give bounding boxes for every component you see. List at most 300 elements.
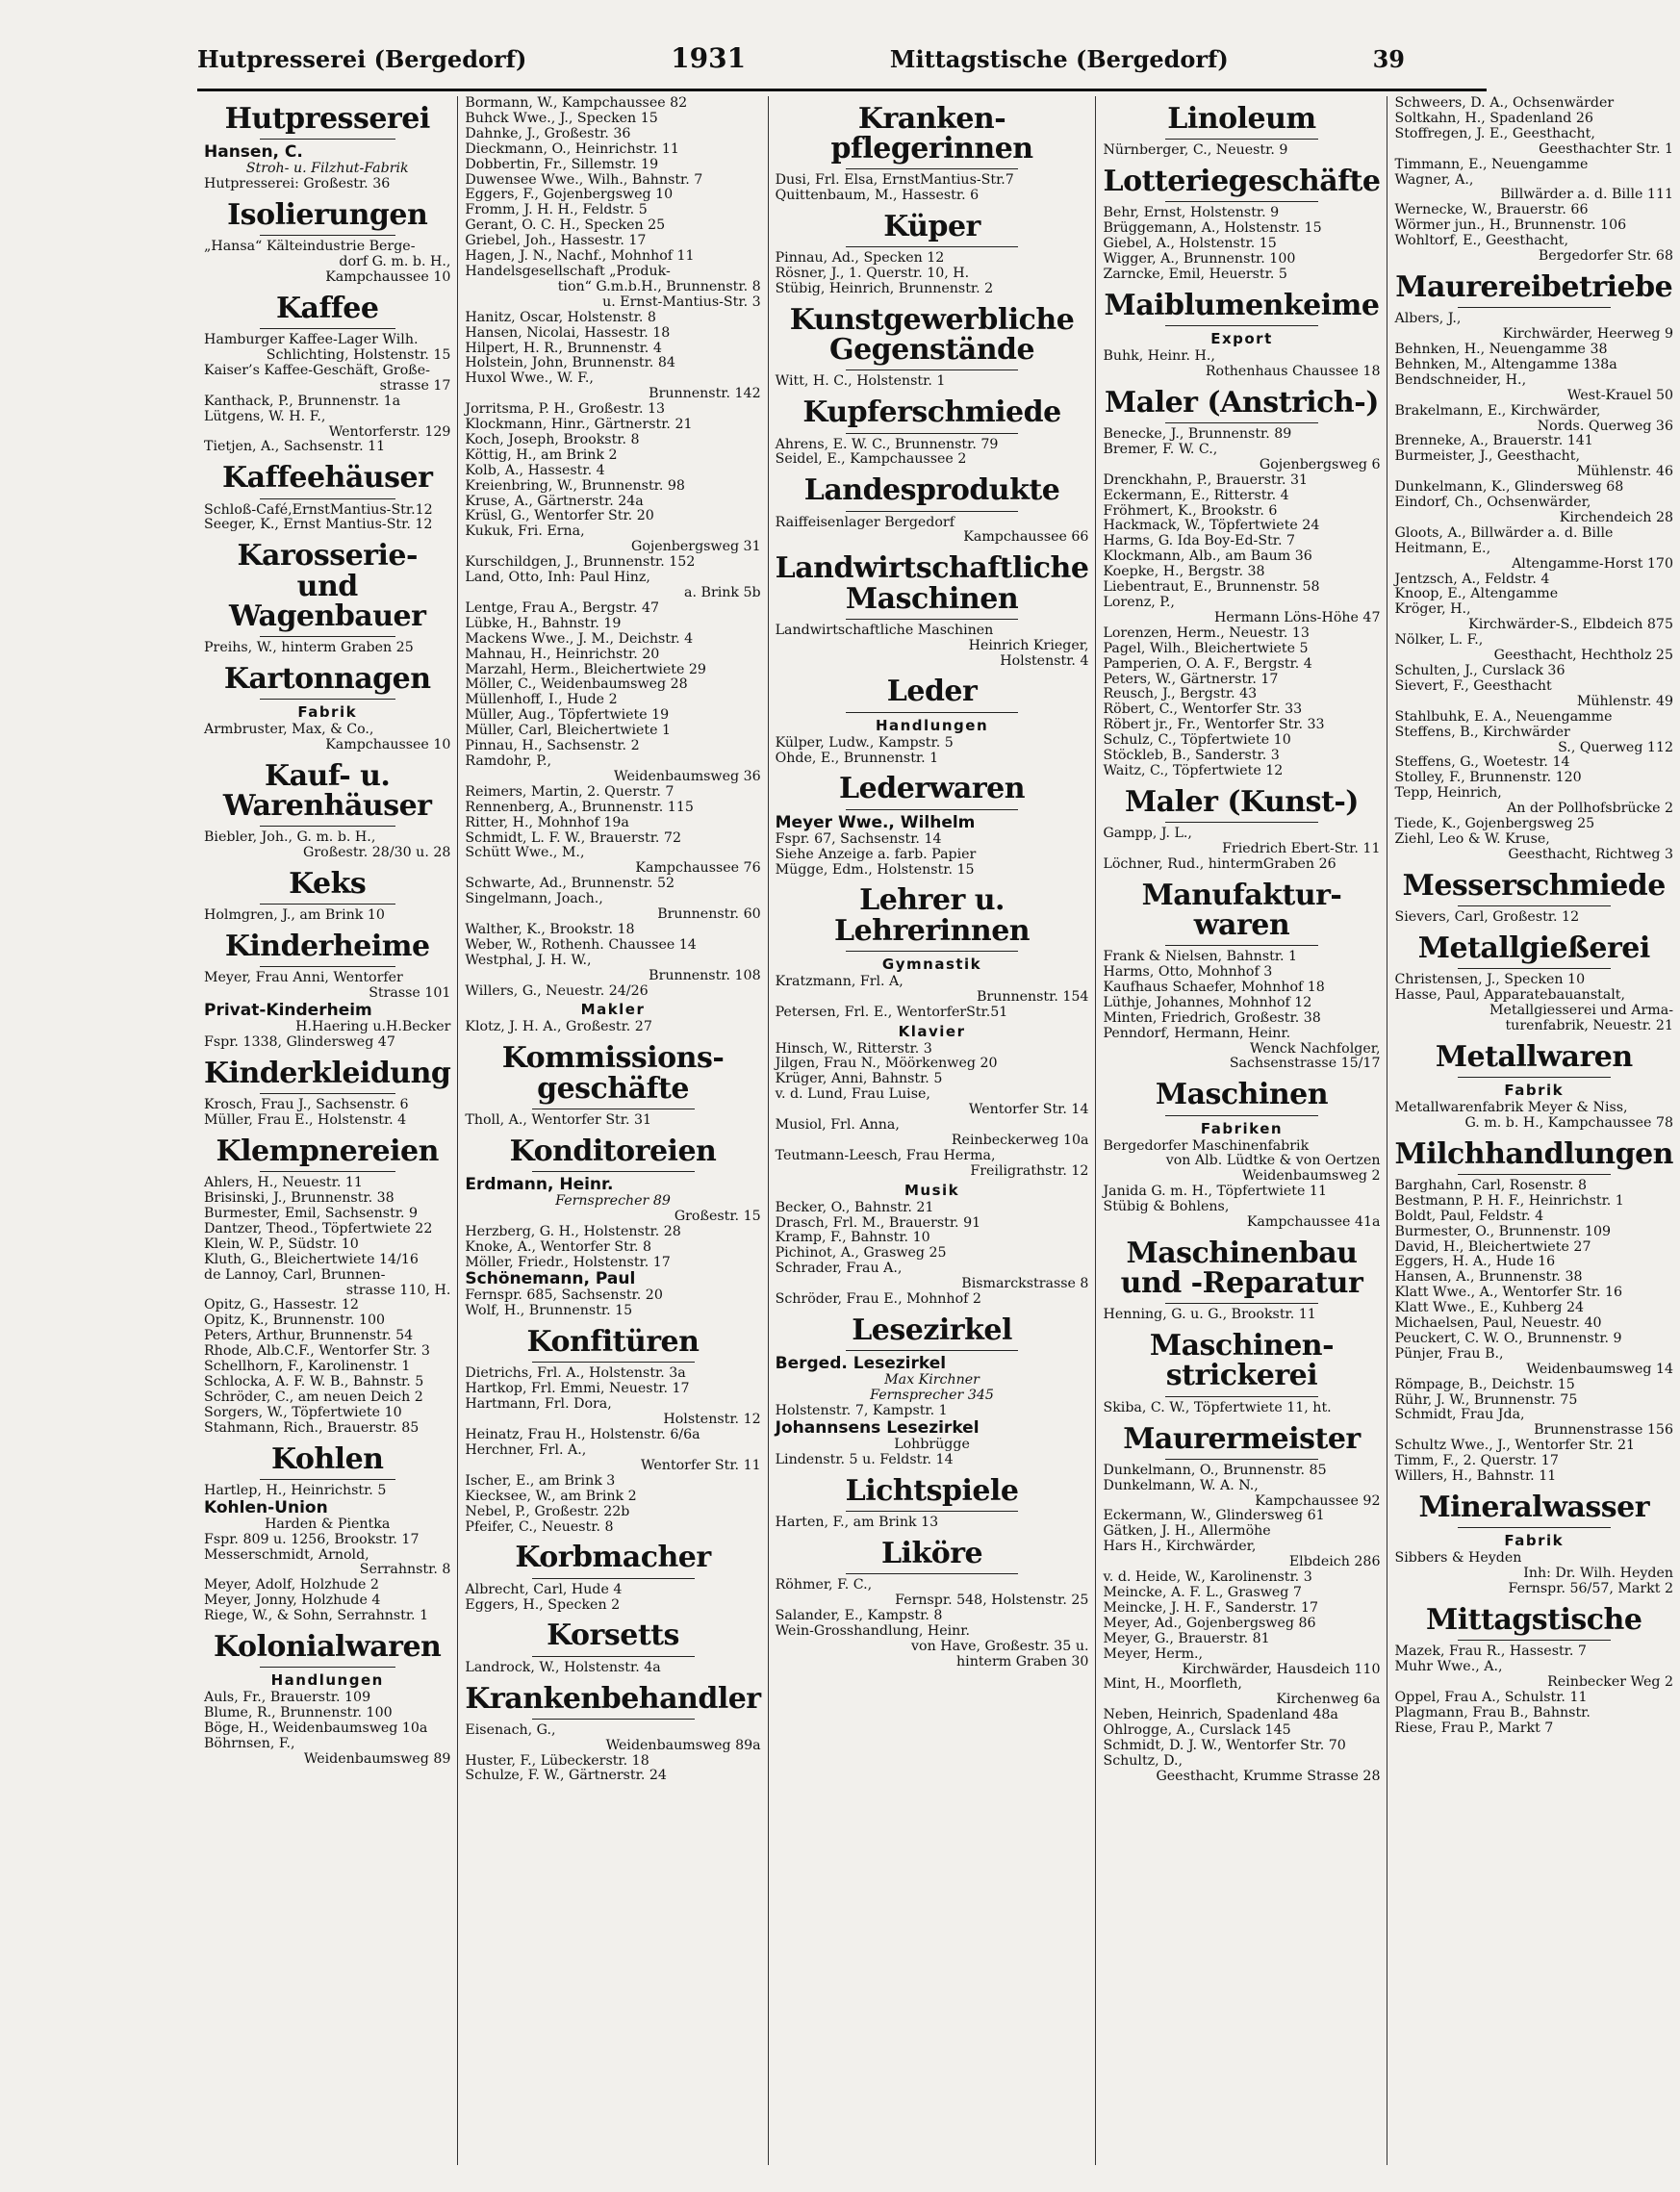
entry-name: Ramdohr, P., [465, 752, 552, 769]
category-heading: Manufaktur- waren [1103, 880, 1380, 946]
directory-entry [204, 1360, 450, 1375]
entry-name: Brüggemann, A., Holstenstr. 15 [1103, 220, 1322, 237]
entry-name: Albers, J., [1394, 311, 1462, 327]
directory-entry [776, 1624, 1089, 1670]
directory-entry [465, 571, 760, 601]
entry-name: Klockmann, Hinr., Gärtnerstr. 21 [465, 417, 693, 433]
directory-entry [204, 1035, 450, 1051]
entry-name: Kanthack, P., Brunnenstr. 1a [204, 393, 401, 409]
entry-name: Fernsprecher 89 [555, 1192, 671, 1209]
entry-name: Michaelsen, Paul, Neuestr. 40 [1394, 1315, 1602, 1332]
directory-entry [204, 1191, 450, 1207]
entry-name: Stöckleb, B., Sanderstr. 3 [1103, 748, 1280, 764]
entry-name: Stroh- u. Filzhut-Fabrik [245, 161, 409, 177]
directory-entry [204, 1313, 450, 1329]
entry-name: Kramp, F., Bahnstr. 10 [775, 1230, 930, 1246]
directory-entry [1103, 657, 1380, 673]
entry-address-line: Geesthacht, Richtweg 3 [1508, 846, 1673, 862]
entry-name: Hilpert, H. R., Brunnenstr. 4 [465, 340, 662, 356]
entry-name: Bendschneider, H., [1394, 371, 1527, 388]
entry-name: Wagner, A., [1394, 171, 1474, 188]
entry-address-line: hinterm Graben 30 [956, 1653, 1089, 1669]
directory-entry [465, 1176, 760, 1194]
entry-name: Müller, Carl, Bleichertwiete 1 [465, 723, 672, 739]
directory-entry [465, 402, 760, 418]
directory-entry [204, 1237, 450, 1253]
directory-entry [1103, 1027, 1380, 1073]
entry-name: Heinatz, Frau H., Holstenstr. 6/6a [465, 1427, 700, 1443]
entry-name: Riese, Frau P., Markt 7 [1394, 1720, 1554, 1736]
directory-entry [465, 1240, 760, 1256]
entry-name: Jentzsch, A., Feldstr. 4 [1394, 571, 1550, 587]
directory-entry [1394, 1210, 1673, 1225]
entry-address-line: Kampchaussee 76 [635, 860, 761, 877]
directory-entry [465, 923, 760, 938]
entry-name: Willers, G., Neuestr. 24/26 [465, 982, 649, 999]
category-heading: Korsetts [465, 1620, 760, 1656]
entry-name: Wolf, H., Brunnenstr. 15 [465, 1303, 633, 1319]
category-heading: Kommissions- geschäfte [465, 1043, 760, 1109]
directory-entry [776, 1419, 1089, 1438]
entry-name: Koch, Joseph, Brookstr. 8 [465, 431, 640, 447]
entry-name: Oppel, Frau A., Schulstr. 11 [1394, 1689, 1588, 1705]
category-heading: Kaffee [204, 293, 450, 329]
entry-name: Timmann, E., Neuengamme [1394, 156, 1589, 172]
directory-entry [465, 739, 760, 754]
entry-name: Armbruster, Max, & Co., [204, 722, 374, 738]
directory-entry [204, 1222, 450, 1237]
entry-name: Reimers, Martin, 2. Querstr. 7 [465, 783, 675, 800]
entry-name: Herzberg, G. H., Holstenstr. 28 [465, 1223, 681, 1239]
entry-address-line: Sachsenstrasse 15/17 [1229, 1056, 1381, 1072]
directory-entry [1394, 1408, 1673, 1439]
directory-entry [465, 938, 760, 954]
directory-entry [1103, 749, 1380, 764]
entry-name: Jorritsma, P. H., Großestr. 13 [465, 401, 666, 418]
directory-entry [1103, 489, 1380, 504]
category-heading: Lehrer u. Lehrerinnen [776, 885, 1089, 951]
entry-name: Hamburger Kaffee-Lager Wilh. [204, 332, 419, 348]
entry-name: Raiffeisenlager Bergedorf [775, 514, 955, 530]
category-subheading: Export [1210, 330, 1273, 347]
entry-name: Römpage, B., Deichstr. 15 [1394, 1376, 1575, 1392]
directory-entry [1394, 1194, 1673, 1210]
entry-name: Sievers, Carl, Großestr. 12 [1394, 908, 1580, 925]
directory-entry [204, 1098, 450, 1113]
category-subheading: Musik [904, 1181, 960, 1199]
directory-entry [776, 251, 1089, 267]
entry-address-line: Reinbecker Weg 2 [1547, 1673, 1673, 1690]
entry-name: Eckermann, E., Ritterstr. 4 [1103, 487, 1289, 503]
entry-name: Benecke, J., Brunnenstr. 89 [1103, 426, 1292, 442]
directory-entry [204, 333, 450, 364]
entry-name: Meyer, Jonny, Holzhude 4 [204, 1593, 381, 1609]
category-subheading: Fabrik [1504, 1532, 1565, 1550]
directory-entry [776, 1373, 1089, 1389]
directory-entry [1103, 1011, 1380, 1027]
entry-address-line: Altengamme-Horst 170 [1512, 555, 1673, 572]
directory-entry [465, 801, 760, 816]
entry-address-line: Metallgiesserei und Arma- [1489, 1002, 1673, 1018]
entry-address-line: von Alb. Lüdtke & von Oertzen [1165, 1153, 1381, 1169]
entry-name: Opitz, K., Brunnenstr. 100 [204, 1313, 386, 1329]
entry-name: Lohbrügge [894, 1436, 970, 1452]
entry-address-line: strasse 17 [379, 377, 451, 394]
entry-address-line: G. m. b. H., Kampchaussee 78 [1464, 1114, 1673, 1131]
entry-name: Rösner, J., 1. Querstr. 10, H. [775, 266, 970, 282]
entry-name: Schloß-Café,ErnstMantius-Str.12 [204, 501, 433, 518]
directory-entry [1394, 1270, 1673, 1286]
entry-name: Schulz, C., Töpfertwiete 10 [1103, 732, 1291, 749]
entry-name: Hansen, A., Brunnenstr. 38 [1394, 1269, 1583, 1286]
entry-name: Bormann, W., Kampchaussee 82 [465, 95, 688, 111]
directory-entry [465, 617, 760, 632]
directory-entry [465, 311, 760, 326]
directory-entry [1394, 158, 1673, 173]
directory-entry [1394, 1469, 1673, 1485]
directory-entry [1394, 973, 1673, 988]
entry-name: Holstenstr. 7, Kampstr. 1 [775, 1403, 948, 1419]
entry-name: Schröder, Frau E., Mohnhof 2 [775, 1291, 981, 1308]
header-left-title: Hutpresserei (Bergedorf) [197, 45, 527, 73]
column-5 [1387, 96, 1680, 2165]
entry-name: Fernsprecher 345 [870, 1388, 994, 1404]
category-heading: Maschinen- strickerei [1103, 1331, 1380, 1396]
directory-entry [1103, 1617, 1380, 1632]
entry-name: Meincke, J. H. F., Sanderstr. 17 [1103, 1599, 1319, 1616]
entry-name: Lübke, H., Bahnstr. 19 [465, 615, 622, 631]
directory-entry [1394, 832, 1673, 863]
page-number: 39 [1372, 45, 1405, 73]
category-heading: Hutpresserei [204, 104, 450, 140]
directory-entry [1103, 1708, 1380, 1723]
directory-entry [1394, 755, 1673, 771]
directory-entry [204, 1517, 450, 1533]
directory-entry [465, 648, 760, 663]
category-heading: Kohlen [204, 1444, 450, 1480]
directory-entry [776, 267, 1089, 282]
entry-name: Bestmann, P. H. F., Heinrichstr. 1 [1394, 1192, 1624, 1209]
directory-entry [776, 438, 1089, 453]
header-rule [197, 89, 1487, 91]
entry-name: Mügge, Edm., Holstenstr. 15 [775, 861, 975, 878]
entry-name: Brenneke, A., Brauerstr. 141 [1394, 433, 1593, 449]
directory-entry [204, 410, 450, 441]
entry-name: Harden & Pientka [265, 1516, 391, 1532]
directory-entry [776, 848, 1089, 863]
entry-name: Nebel, P., Großestr. 22b [465, 1503, 630, 1519]
directory-entry [776, 1072, 1089, 1087]
directory-entry [1394, 1225, 1673, 1240]
directory-entry [1103, 221, 1380, 237]
category-heading: Metallwaren [1394, 1042, 1673, 1078]
entry-name: Singelmann, Joach., [465, 891, 603, 907]
entry-name: Dunkelmann, O., Brunnenstr. 85 [1103, 1462, 1327, 1478]
entry-name: Schultz Wwe., J., Wentorfer Str. 21 [1394, 1438, 1636, 1454]
entry-address-line: Strasse 101 [369, 985, 451, 1002]
entry-name: Henning, G. u. G., Brookstr. 11 [1103, 1307, 1316, 1323]
directory-entry [465, 1583, 760, 1598]
directory-entry [1394, 1439, 1673, 1454]
entry-name: Peters, W., Gärtnerstr. 17 [1103, 671, 1279, 687]
category-heading: Kartonnagen [204, 664, 450, 700]
entry-name: Quittenbaum, M., Hassestr. 6 [775, 188, 980, 204]
directory-entry [204, 1176, 450, 1191]
entry-name: Eggers, H. A., Hude 16 [1394, 1254, 1556, 1270]
directory-entry [465, 1225, 760, 1240]
directory-entry [1103, 1540, 1380, 1570]
entry-address-line: Schlichting, Holstenstr. 15 [266, 347, 451, 364]
directory-entry [776, 1042, 1089, 1058]
entry-name: Fernspr. 685, Sachsenstr. 20 [465, 1287, 663, 1304]
directory-entry [465, 1210, 760, 1225]
entry-name: Klatt Wwe., E., Kuhberg 24 [1394, 1300, 1584, 1316]
directory-entry [204, 1593, 450, 1609]
category-heading: Maurermeister [1103, 1424, 1380, 1460]
entry-name: Müller, Frau E., Holstenstr. 4 [204, 1112, 407, 1129]
directory-entry [776, 189, 1089, 204]
directory-entry [204, 723, 450, 753]
entry-name: Dunkelmann, W. A. N., [1103, 1477, 1259, 1493]
directory-entry [776, 975, 1089, 1006]
entry-name: Giebel, A., Holstenstr. 15 [1103, 236, 1277, 252]
entry-name: Meyer Wwe., Wilhelm [775, 812, 976, 832]
entry-name: Schellhorn, F., Karolinenstr. 1 [204, 1359, 411, 1375]
entry-name: Tholl, A., Wentorfer Str. 31 [465, 1111, 652, 1128]
entry-address-line: Reinbeckerweg 10a [951, 1132, 1089, 1148]
entry-address-line: Gojenbergsweg 6 [1259, 456, 1381, 472]
entry-address-line: West-Krauel 50 [1566, 387, 1673, 403]
entry-name: Röhmer, F. C., [775, 1577, 873, 1593]
directory-entry [204, 1421, 450, 1437]
entry-name: Rühr, J. W., Brunnenstr. 75 [1394, 1391, 1578, 1408]
entry-name: Max Kirchner [884, 1372, 980, 1389]
directory-entry [776, 1262, 1089, 1292]
entry-address-line: H.Haering u.H.Becker [295, 1019, 451, 1035]
directory-entry [465, 1256, 760, 1271]
directory-entry [465, 892, 760, 923]
directory-entry [204, 1484, 450, 1499]
directory-entry [1394, 358, 1673, 373]
directory-entry [204, 1706, 450, 1721]
directory-entry [204, 1499, 450, 1517]
directory-entry [465, 1304, 760, 1319]
directory-entry [1103, 981, 1380, 996]
directory-entry [465, 816, 760, 831]
directory-entry [204, 1406, 450, 1421]
directory-entry [1394, 1101, 1673, 1132]
directory-entry [204, 971, 450, 1002]
entry-name: Waitz, C., Töpfertwiete 12 [1103, 762, 1284, 778]
directory-entry [465, 1505, 760, 1520]
entry-address-line: Wentorfer Str. 14 [968, 1102, 1089, 1118]
directory-entry [1394, 633, 1673, 664]
directory-entry [204, 1737, 450, 1768]
entry-name: Krosch, Frau J., Sachsenstr. 6 [204, 1097, 409, 1113]
entry-name: Kruse, A., Gärtnerstr. 24a [465, 493, 644, 509]
directory-entry [465, 234, 760, 249]
category-heading: Linoleum [1103, 104, 1380, 140]
category-heading: Landwirtschaftliche Maschinen [776, 553, 1089, 619]
category-heading: Kolonialwaren [204, 1632, 450, 1668]
directory-entry [776, 1201, 1089, 1216]
entry-name: Dieckmann, O., Heinrichstr. 11 [465, 140, 679, 157]
entry-name: Liebentraut, E., Brunnenstr. 58 [1103, 579, 1320, 596]
directory-entry [776, 624, 1089, 670]
directory-entry [1103, 1570, 1380, 1586]
directory-entry [1103, 1677, 1380, 1708]
entry-name: Schrader, Frau A., [775, 1261, 903, 1277]
entry-name: Krüsl, G., Wentorfer Str. 20 [465, 508, 654, 524]
directory-entry [465, 663, 760, 678]
directory-entry [1394, 1240, 1673, 1256]
directory-entry [204, 1721, 450, 1737]
entry-name: Muhr Wwe., A., [1394, 1659, 1503, 1674]
entry-name: Kolb, A., Hassestr. 4 [465, 462, 605, 478]
entry-name: Berged. Lesezirkel [775, 1354, 947, 1374]
directory-entry [1103, 626, 1380, 642]
category-subheading: Gymnastik [881, 955, 982, 973]
column-2 [458, 96, 768, 2165]
entry-name: Krüger, Anni, Bahnstr. 5 [775, 1071, 943, 1087]
entry-name: Teutmann-Leesch, Frau Herma, [775, 1147, 996, 1163]
directory-entry [1103, 702, 1380, 718]
directory-entry [465, 724, 760, 739]
entry-name: Fspr. 67, Sachsenstr. 14 [775, 830, 942, 847]
entry-name: Sorgers, W., Töpfertwiete 10 [204, 1404, 402, 1420]
entry-name: Köttig, H., am Brink 2 [465, 446, 618, 463]
entry-name: Huster, F., Lübeckerstr. 18 [465, 1752, 649, 1769]
directory-columns [197, 95, 1673, 2165]
directory-entry [1103, 1739, 1380, 1754]
entry-address-line: Bergedorfer Str. 68 [1538, 248, 1673, 265]
entry-name: Löchner, Rud., hintermGraben 26 [1103, 855, 1336, 872]
entry-name: Harms, Otto, Mohnhof 3 [1103, 964, 1273, 981]
directory-entry [1103, 1401, 1380, 1416]
entry-address-line: Fernspr. 56/57, Markt 2 [1508, 1581, 1673, 1596]
entry-address-line: Weidenbaumsweg 89 [303, 1750, 451, 1767]
category-heading: Leder [776, 676, 1089, 712]
column-1 [197, 96, 458, 2165]
directory-entry [465, 326, 760, 342]
entry-name: Bremer, F. W. C., [1103, 441, 1218, 457]
directory-entry [465, 495, 760, 510]
entry-name: Frank & Nielsen, Bahnstr. 1 [1103, 949, 1298, 965]
directory-entry [1394, 1347, 1673, 1378]
entry-name: Siehe Anzeige a. farb. Papier [775, 846, 977, 862]
category-heading: Lichtspiele [776, 1476, 1089, 1512]
directory-entry [465, 1769, 760, 1784]
entry-name: Schmidt, Frau Jda, [1394, 1407, 1525, 1423]
directory-entry [1394, 343, 1673, 358]
entry-name: „Hansa“ Kälteindustrie Berge- [204, 239, 416, 255]
entry-name: Stübig & Bohlens, [1103, 1199, 1230, 1215]
entry-address-line: Bismarckstrasse 8 [961, 1276, 1089, 1292]
category-heading: Liköre [776, 1539, 1089, 1574]
entry-name: Sievert, F., Geesthacht [1394, 677, 1552, 694]
entry-name: Fspr. 1338, Glindersweg 47 [204, 1034, 395, 1051]
directory-entry [465, 448, 760, 464]
entry-address-line: Brunnenstr. 108 [649, 967, 761, 983]
directory-entry [1394, 542, 1673, 573]
entry-name: Ohde, E., Brunnenstr. 1 [775, 750, 939, 766]
entry-name: Hasse, Paul, Apparatebauanstalt, [1394, 986, 1626, 1003]
entry-name: Johannsens Lesezirkel [775, 1417, 980, 1438]
directory-entry [1103, 427, 1380, 443]
entry-name: Ziehl, Leo & W. Kruse, [1394, 830, 1550, 847]
entry-name: Hartkop, Frl. Emmi, Neuestr. 17 [465, 1381, 690, 1397]
entry-name: Eisenach, G., [465, 1721, 556, 1738]
entry-name: Reusch, J., Bergstr. 43 [1103, 686, 1258, 702]
directory-entry [465, 464, 760, 479]
directory-entry [776, 1118, 1089, 1149]
entry-name: Schweers, D. A., Ochsenwärder [1394, 95, 1615, 111]
category-heading: Maschinen [1103, 1080, 1380, 1115]
directory-entry [204, 395, 450, 410]
entry-name: Kratzmann, Frl. A, [775, 973, 904, 989]
directory-entry [1394, 786, 1673, 817]
entry-name: Böge, H., Weidenbaumsweg 10a [204, 1720, 428, 1737]
directory-entry [1394, 1551, 1673, 1597]
entry-name: Westphal, J. H. W., [465, 952, 592, 968]
directory-entry [465, 203, 760, 218]
entry-address-line: Großestr. 28/30 u. 28 [303, 845, 451, 861]
category-heading: Messerschmiede [1394, 871, 1673, 906]
entry-name: Drasch, Frl. M., Brauerstr. 91 [775, 1214, 981, 1231]
directory-entry [776, 752, 1089, 767]
entry-name: Meincke, A. F. L., Grasweg 7 [1103, 1585, 1302, 1600]
directory-entry [1103, 1185, 1380, 1200]
entry-address-line: Freiligrathstr. 12 [970, 1162, 1089, 1179]
entry-name: Lütgens, W. H. F., [204, 408, 326, 424]
header-right-title: Mittagstische (Bergedorf) [889, 45, 1229, 73]
entry-address-line: a. Brink 5b [684, 585, 761, 600]
entry-address-line: Rothenhaus Chaussee 18 [1205, 363, 1381, 379]
category-subheading: Handlungen [875, 716, 989, 734]
directory-entry [465, 1520, 760, 1536]
entry-address-line: dorf G. m. b. H., [339, 254, 451, 270]
directory-entry [1394, 1706, 1673, 1721]
directory-entry [465, 218, 760, 234]
directory-entry [204, 1578, 450, 1593]
directory-entry [204, 503, 450, 519]
entry-name: Witt, H. C., Holstenstr. 1 [775, 373, 946, 390]
directory-entry [1103, 504, 1380, 520]
entry-name: v. d. Heide, W., Karolinenstr. 3 [1103, 1569, 1312, 1586]
entry-name: Heitmann, E., [1394, 540, 1491, 556]
entry-name: Holstein, John, Brunnenstr. 84 [465, 355, 675, 371]
entry-name: Hutpresserei: Großestr. 36 [204, 176, 391, 192]
entry-name: Schultz, D., [1103, 1752, 1184, 1769]
entry-name: Brakelmann, E., Kirchwärder, [1394, 402, 1601, 419]
directory-entry [1394, 602, 1673, 633]
entry-name: Klockmann, Alb., am Baum 36 [1103, 548, 1312, 565]
entry-name: Hars H., Kirchwärder, [1103, 1539, 1257, 1555]
directory-entry [1394, 1393, 1673, 1409]
entry-address-line: Brunnenstr. 142 [649, 386, 761, 402]
entry-name: Kreienbring, W., Brunnenstr. 98 [465, 477, 685, 494]
directory-entry [465, 342, 760, 357]
entry-name: Wein-Grosshandlung, Heinr. [775, 1622, 971, 1639]
directory-entry [1103, 1632, 1380, 1647]
entry-name: Hanitz, Oscar, Holstenstr. 8 [465, 309, 656, 325]
directory-entry [776, 863, 1089, 879]
directory-entry [1394, 771, 1673, 786]
entry-name: Wigger, A., Brunnenstr. 100 [1103, 251, 1296, 267]
category-heading: Mineralwasser [1394, 1492, 1673, 1528]
directory-entry [776, 1292, 1089, 1308]
directory-entry [1103, 965, 1380, 981]
